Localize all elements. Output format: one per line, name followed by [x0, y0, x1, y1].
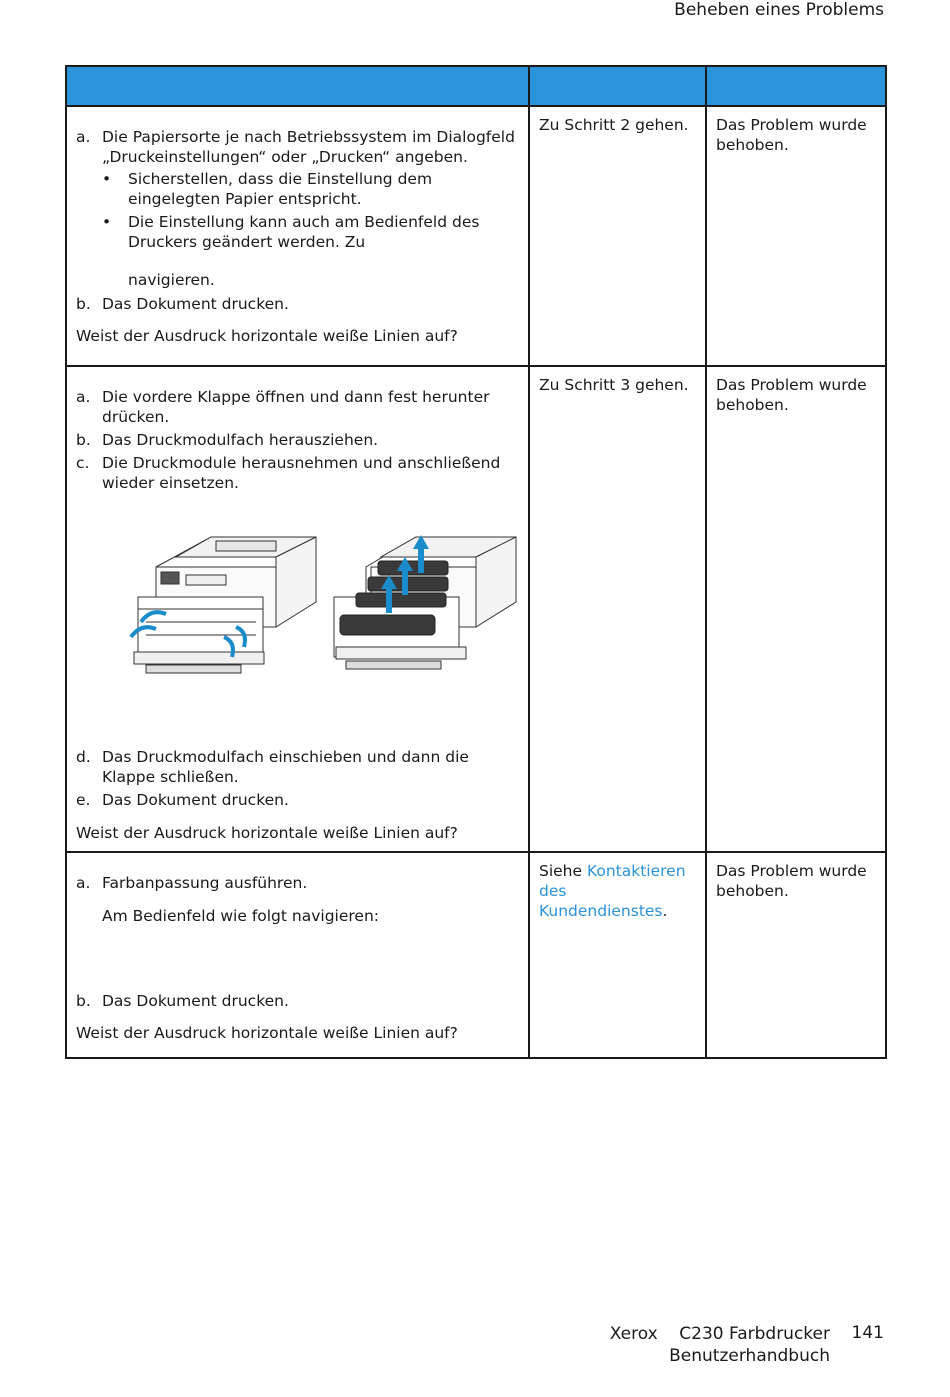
step-b: b. Das Dokument drucken. — [76, 295, 289, 313]
bullet-item: • Sicherstellen, dass die Einstellung dem eingelegten Papier entspricht. — [102, 170, 433, 208]
step-c: c. Die Druckmodule herausnehmen und anschließend wieder einsetzen. — [76, 454, 501, 492]
table-row — [66, 106, 886, 366]
bullet-item: • Die Einstellung kann auch am Bedienfeld des Druckers geändert werden. Zu — [102, 213, 480, 251]
footer-title — [610, 1323, 830, 1367]
printer-left-icon — [134, 537, 316, 673]
contact-support-link[interactable]: Kontaktieren des Kundendienstes — [539, 862, 686, 920]
step-continuation: navigieren. — [128, 271, 215, 289]
question: Weist der Ausdruck horizontale weiße Linien auf? — [76, 327, 458, 345]
toner-cartridge-icon — [340, 561, 448, 635]
step-a: a. Die vordere Klappe öffnen und dann fest herunter drücken. — [76, 388, 490, 426]
header-cell-no — [706, 66, 886, 106]
question: Weist der Ausdruck horizontale weiße Linien auf? — [76, 1024, 458, 1042]
header-cell-action — [66, 66, 529, 106]
step-a: a. Die Papiersorte je nach Betriebssystem im Dialogfeld „Druckeinstellungen“ oder „Drucken“ angeben. — [76, 128, 515, 166]
no-cell: Das Problem wurde behoben. — [706, 852, 886, 1058]
footer-brand-line: Xerox C230 Farbdrucker — [609, 1324, 830, 1344]
action-cell — [66, 852, 529, 1058]
no-cell: Das Problem wurde behoben. — [706, 366, 886, 852]
header-cell-yes — [529, 66, 706, 106]
no-cell: Das Problem wurde behoben. — [706, 106, 886, 366]
action-cell — [66, 366, 529, 852]
print-module-illustration — [116, 527, 556, 707]
table-row — [66, 366, 886, 852]
troubleshooting-table — [65, 65, 887, 1059]
question: Weist der Ausdruck horizontale weiße Linien auf? — [76, 824, 458, 842]
step-e: e. Das Dokument drucken. — [76, 791, 289, 809]
yes-cell: Siehe Kontaktieren des Kundendienstes. — [529, 852, 706, 1058]
yes-cell: Zu Schritt 2 gehen. — [529, 106, 706, 366]
page-number: 141 — [851, 1323, 884, 1343]
running-head: Beheben eines Problems — [674, 0, 884, 20]
footer-subtitle: Benutzerhandbuch — [669, 1346, 830, 1366]
navigation-instruction: Am Bedienfeld wie folgt navigieren: — [102, 907, 380, 925]
table-header-row — [66, 66, 886, 106]
table-row — [66, 852, 886, 1058]
step-b: b. Das Dokument drucken. — [76, 992, 289, 1010]
step-d: d. Das Druckmodulfach einschieben und dann die Klappe schließen. — [76, 748, 469, 786]
yes-cell: Zu Schritt 3 gehen. — [529, 366, 706, 852]
action-cell — [66, 106, 529, 366]
step-b: b. Das Druckmodulfach herausziehen. — [76, 431, 379, 449]
step-a: a. Farbanpassung ausführen. — [76, 874, 308, 892]
